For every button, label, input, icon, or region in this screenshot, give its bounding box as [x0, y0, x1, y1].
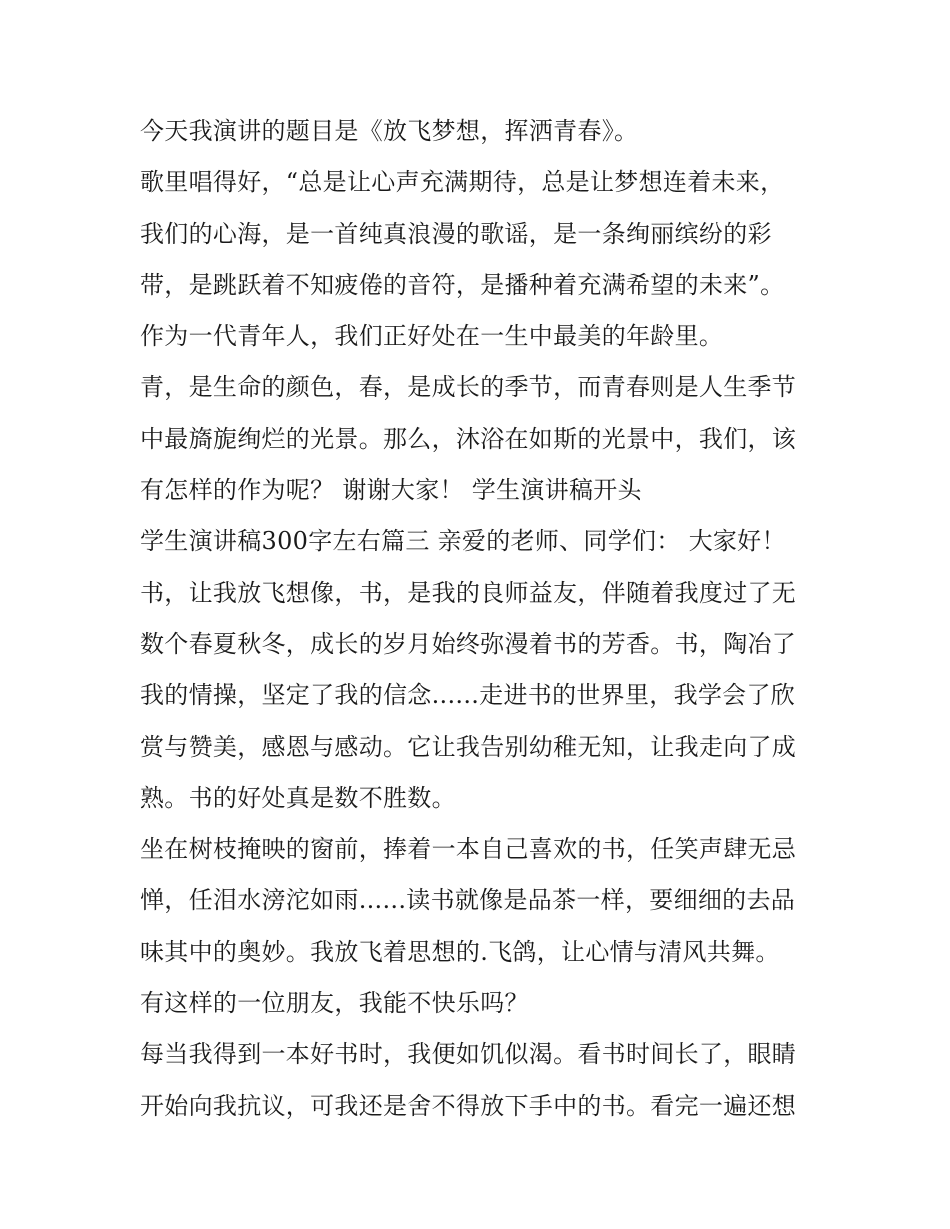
text-line: 赏与赞美，感恩与感动。它让我告别幼稚无知，让我走向了成 — [140, 732, 797, 761]
text-line: 我的情操，坚定了我的信念......走进书的世界里，我学会了欣 — [140, 681, 796, 710]
text-line: 每当我得到一本好书时，我便如饥似渴。看书时间长了，眼睛 — [140, 1040, 797, 1069]
text-line: 歌里唱得好，“总是让心声充满期待，总是让梦想连着未来， — [140, 168, 785, 197]
text-line: 青，是生命的颜色，春，是成长的季节，而青春则是人生季节 — [140, 373, 797, 402]
text-line: 惮，任泪水滂沱如雨......读书就像是品茶一样，要细细的去品 — [140, 886, 796, 915]
text-line: 学生演讲稿300字左右篇三 亲爱的老师、同学们： 大家好！ — [140, 527, 786, 556]
text-line: 熟。书的好处真是数不胜数。 — [140, 783, 456, 812]
text-line: 带，是跳跃着不知疲倦的音符，是播种着充满希望的未来”。 — [140, 270, 785, 299]
text-line: 数个春夏秋冬，成长的岁月始终弥漫着书的芳香。书，陶冶了 — [140, 629, 797, 658]
text-line: 我们的心海，是一首纯真浪漫的歌谣，是一条绚丽缤纷的彩 — [140, 219, 772, 248]
text-line: 中最旖旎绚烂的光景。那么，沐浴在如斯的光景中，我们，该 — [140, 424, 797, 453]
text-line: 有怎样的作为呢？ 谢谢大家！ 学生演讲稿开头 — [140, 476, 642, 505]
text-line: 坐在树枝掩映的窗前，捧着一本自己喜欢的书，任笑声肆无忌 — [140, 835, 797, 864]
text-line: 今天我演讲的题目是《放飞梦想，挥洒青春》。 — [140, 117, 639, 145]
text-line: 味其中的奥妙。我放飞着思想的.飞鸽，让心情与清风共舞。 — [140, 937, 780, 966]
text-line: 开始向我抗议，可我还是舍不得放下手中的书。看完一遍还想 — [140, 1091, 797, 1120]
document-body — [140, 106, 820, 1132]
text-line: 作为一代青年人，我们正好处在一生中最美的年龄里。 — [140, 322, 724, 351]
text-line: 书，让我放飞想像，书，是我的良师益友，伴随着我度过了无 — [140, 578, 797, 607]
text-line: 有这样的一位朋友，我能不快乐吗？ — [140, 989, 529, 1018]
